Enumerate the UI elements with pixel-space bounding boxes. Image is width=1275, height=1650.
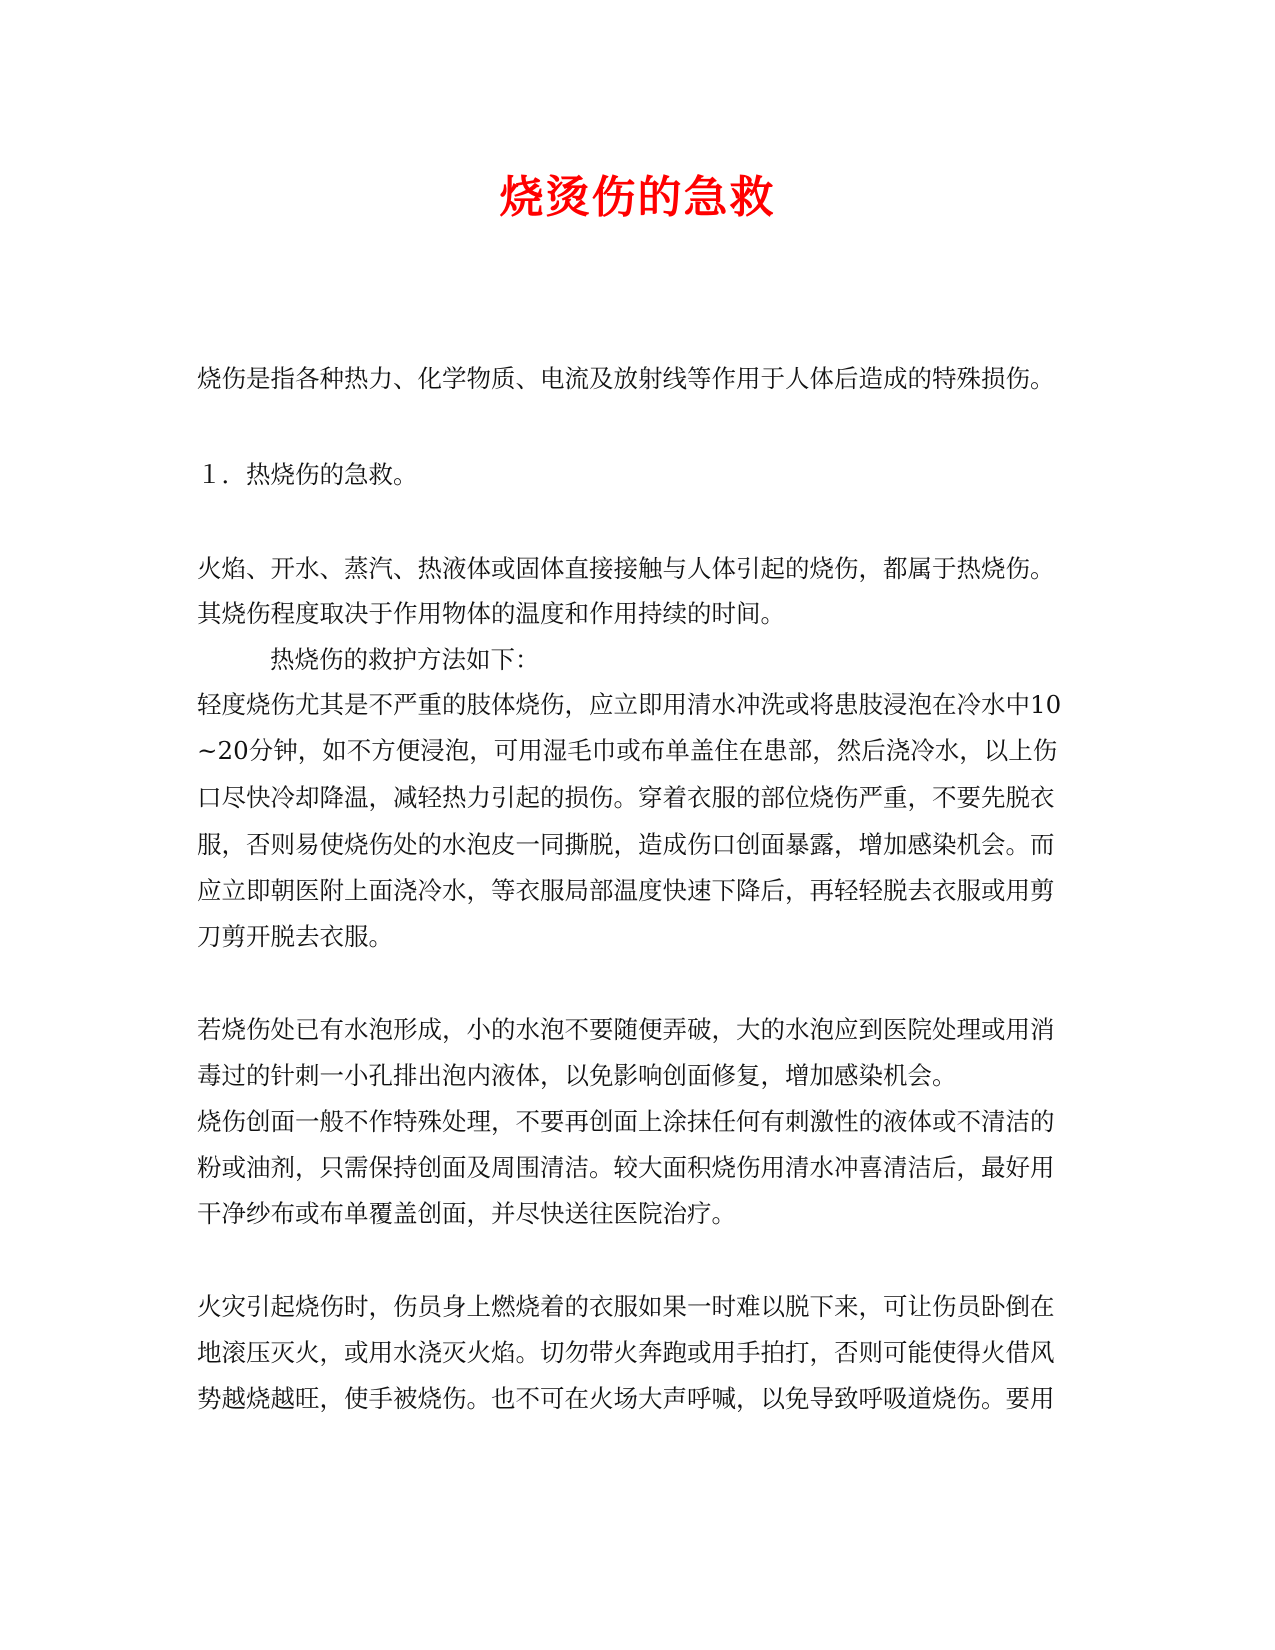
body-line: 地滚压灭火，或用水浇灭火焰。切勿带火奔跑或用手拍打，否则可能使得火借风 xyxy=(197,1338,1055,1367)
body-line: 火焰、开水、蒸汽、热液体或固体直接接触与人体引起的烧伤，都属于热烧伤。 xyxy=(197,554,1055,583)
document-title: 烧烫伤的急救 xyxy=(499,172,776,223)
subheading-line: 热烧伤的救护方法如下： xyxy=(270,645,540,674)
body-line: 粉或油剂，只需保持创面及周围清洁。较大面积烧伤用清水冲喜清洁后，最好用 xyxy=(197,1153,1055,1182)
body-line: ~20分钟，如不方便浸泡，可用湿毛巾或布单盖住在患部，然后浇冷水，以上伤 xyxy=(197,736,1058,765)
body-line: 其烧伤程度取决于作用物体的温度和作用持续的时间。 xyxy=(197,599,785,628)
body-line: 火灾引起烧伤时，伤员身上燃烧着的衣服如果一时难以脱下来，可让伤员卧倒在 xyxy=(197,1292,1055,1321)
body-line: 干净纱布或布单覆盖创面，并尽快送往医院治疗。 xyxy=(197,1199,736,1228)
body-line: 烧伤是指各种热力、化学物质、电流及放射线等作用于人体后造成的特殊损伤。 xyxy=(197,364,1055,393)
body-line: 毒过的针刺一小孔排出泡内液体，以免影响创面修复，增加感染机会。 xyxy=(197,1061,957,1090)
section-heading: １．热烧伤的急救。 xyxy=(197,460,418,489)
body-line: 应立即朝医附上面浇冷水，等衣服局部温度快速下降后，再轻轻脱去衣服或用剪 xyxy=(197,876,1055,905)
body-line: 服，否则易使烧伤处的水泡皮一同撕脱，造成伤口创面暴露，增加感染机会。而 xyxy=(197,830,1055,859)
body-line: 烧伤创面一般不作特殊处理，不要再创面上涂抹任何有刺激性的液体或不清洁的 xyxy=(197,1107,1055,1136)
body-line: 若烧伤处已有水泡形成，小的水泡不要随便弄破，大的水泡应到医院处理或用消 xyxy=(197,1015,1055,1044)
body-line: 口尽快冷却降温，减轻热力引起的损伤。穿着衣服的部位烧伤严重，不要先脱衣 xyxy=(197,783,1055,812)
body-line: 刀剪开脱去衣服。 xyxy=(197,922,393,951)
body-line: 轻度烧伤尤其是不严重的肢体烧伤，应立即用清水冲洗或将患肢浸泡在冷水中10 xyxy=(197,690,1062,719)
body-line: 势越烧越旺，使手被烧伤。也不可在火场大声呼喊，以免导致呼吸道烧伤。要用 xyxy=(197,1384,1055,1413)
